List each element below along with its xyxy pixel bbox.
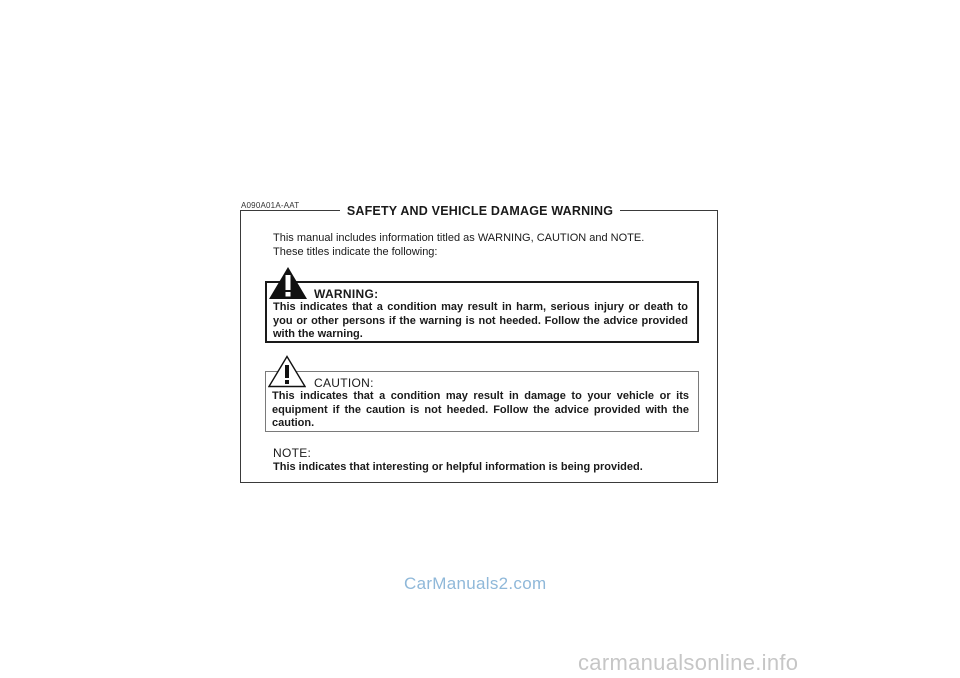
warning-text: This indicates that a condition may result in harm, serious injury or death to you or other persons if the warning is not heeded. Follow the advice provided with the warning. [273,301,688,340]
page-title: SAFETY AND VEHICLE DAMAGE WARNING [340,203,620,219]
intro-text [273,232,693,259]
watermark-carmanualsonline: carmanualsonline.info [578,650,799,675]
intro-line-2: These titles indicate the following: [273,245,438,258]
caution-text: This indicates that a condition may result in damage to your vehicle or its equipment if the caution is not heeded. Follow the advice provided with the caution. [272,390,689,429]
warning-box [265,281,699,343]
note-heading: NOTE: [273,446,312,460]
warning-triangle-icon [268,266,308,300]
section-code: A090A01A-AAT [241,201,300,210]
warning-heading: WARNING: [314,287,379,301]
caution-heading: CAUTION: [314,376,374,390]
caution-triangle-icon [268,355,306,388]
caution-box [265,371,699,432]
intro-line-1: This manual includes information titled as WARNING, CAUTION and NOTE. [273,232,645,244]
note-text: This indicates that interesting or helpful information is being provided. [273,461,643,473]
watermark-carmanuals2: CarManuals2.com [404,574,547,593]
